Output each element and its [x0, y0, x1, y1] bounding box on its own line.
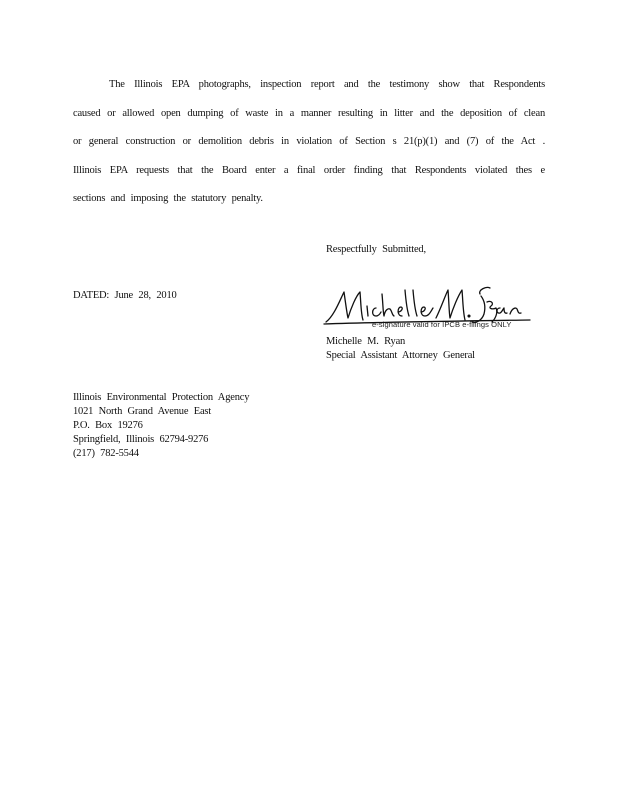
signer-name: Michelle M. Ryan — [326, 336, 406, 347]
signer-title: Special Assistant Attorney General — [326, 350, 475, 361]
e-signature-note: e-signature valid for IPCB e-filings ONLY — [372, 320, 512, 329]
address-po-box: P.O. Box 19276 — [73, 420, 143, 431]
address-street: 1021 North Grand Avenue East — [73, 406, 212, 417]
dated-line: DATED: June 28, 2010 — [73, 290, 177, 301]
agency-address — [73, 391, 249, 461]
paragraph-line: or general construction or demolition debris in violation of Section s 21(p)(1) and (7) of the Act . — [73, 136, 545, 147]
paragraph-line: Illinois EPA requests that the Board enter a final order finding that Respondents violated thes e — [73, 164, 545, 176]
paragraph-line: sections and imposing the statutory penalty. — [73, 193, 263, 204]
address-city: Springfield, Illinois 62794-9276 — [73, 434, 209, 445]
address-phone: (217) 782-5544 — [73, 448, 139, 459]
address-org: Illinois Environmental Protection Agency — [73, 392, 250, 403]
body-paragraph — [73, 71, 545, 214]
closing-text: Respectfully Submitted, — [326, 244, 426, 255]
paragraph-line: The Illinois EPA photographs, inspection report and the testimony show that Respondents — [109, 79, 545, 90]
paragraph-line: caused or allowed open dumping of waste in a manner resulting in litter and the deposition of clean — [73, 107, 545, 119]
